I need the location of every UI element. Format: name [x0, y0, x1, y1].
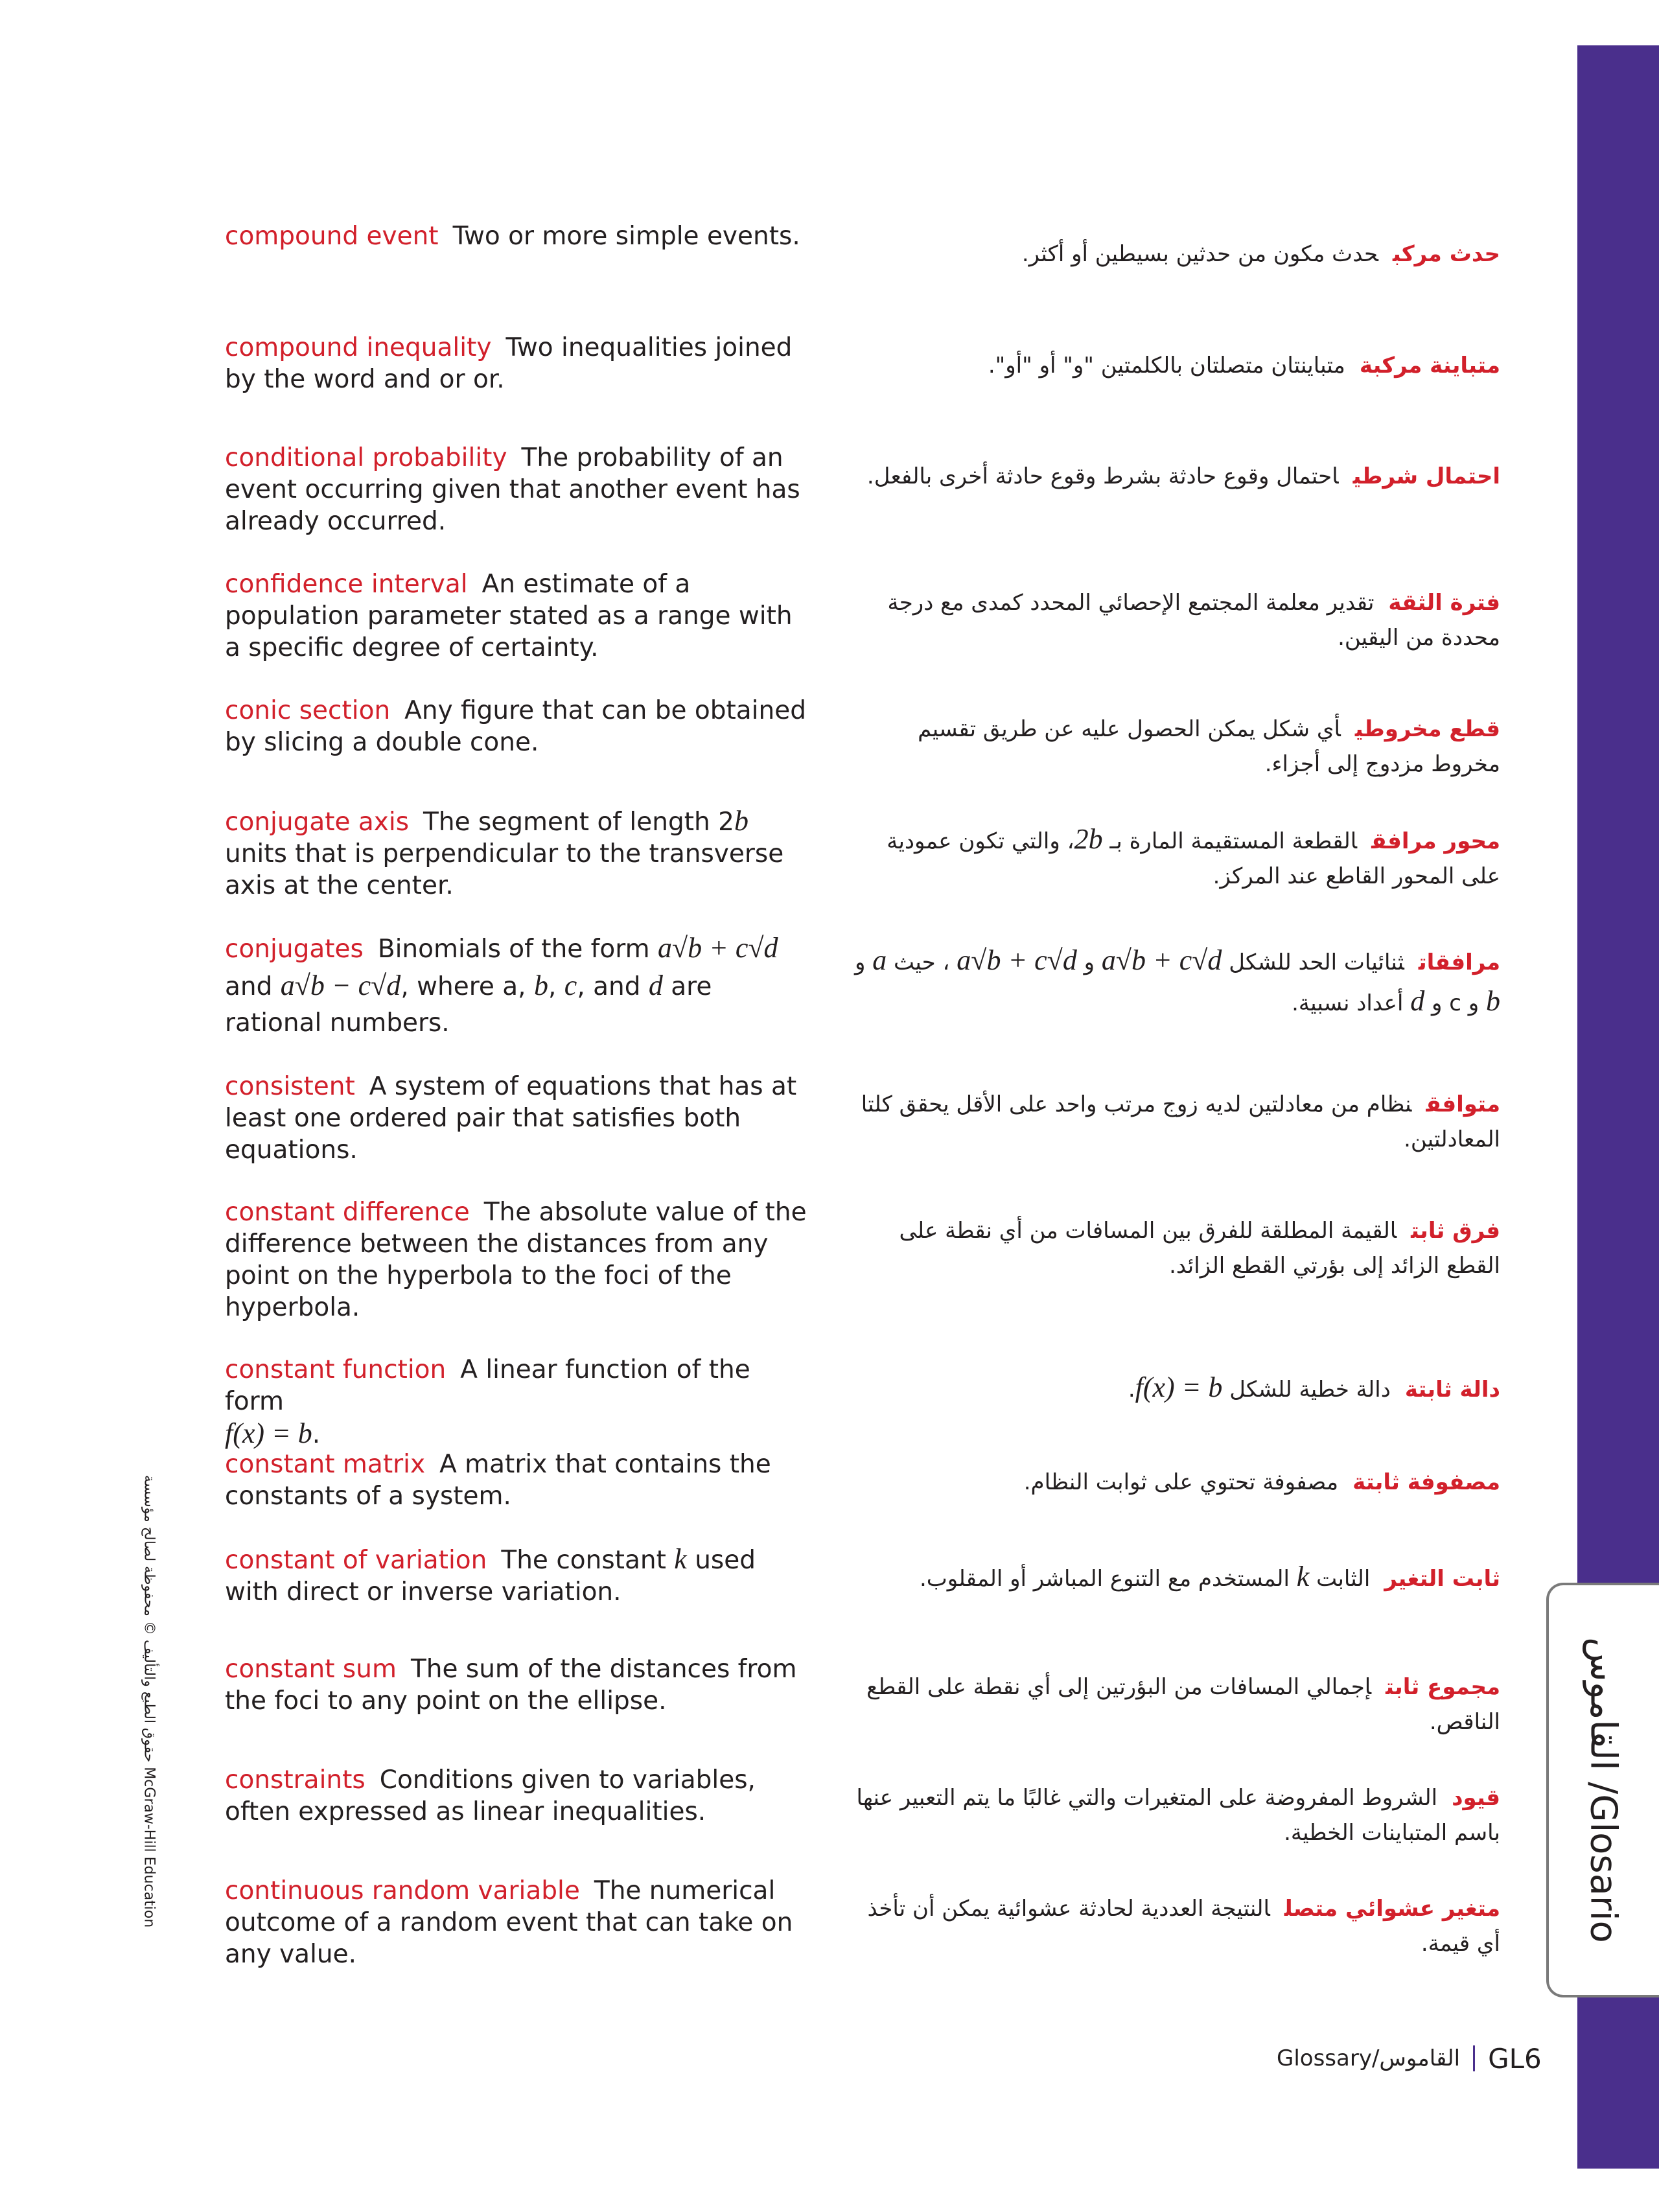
glossary-entry-en	[225, 930, 815, 1042]
glossary-entry-en	[225, 1543, 815, 1608]
definition-ar: الثابت	[1316, 1566, 1371, 1592]
math-variable: c	[564, 970, 577, 1001]
definition-en: Binomials of the form	[377, 935, 658, 964]
definition-ar: القيمة المطلقة للفرق بين المسافات من أي نقطة على القطع الزائد إلى بؤرتي القطع الزائد.	[899, 1218, 1500, 1279]
math-variable: d	[648, 970, 663, 1001]
definition-ar: .	[1128, 1377, 1135, 1403]
term-en: continuous random variable	[225, 1876, 580, 1905]
term-ar: دالة ثابتة	[1404, 1377, 1500, 1403]
term-en: constant matrix	[225, 1450, 426, 1479]
definition-en: Two or more simple events.	[452, 222, 800, 251]
definition-ar: الشروط المفروضة على المتغيرات والتي غالبًا ما يتم التعبير عنها باسم المتباينات الخطية.	[856, 1785, 1500, 1846]
glossary-entry-ar	[852, 941, 1500, 1023]
glossary-entry-en	[225, 220, 815, 252]
math-variable: a	[872, 944, 887, 976]
definition-ar: أعداد نسبية.	[1292, 990, 1404, 1016]
glossary-entry-en	[225, 1764, 815, 1828]
glossary-entry-ar	[852, 1465, 1500, 1500]
math-expression: a√b − c√d	[280, 970, 401, 1001]
definition-en: and	[225, 972, 281, 1001]
glossary-entry-en	[225, 568, 815, 664]
page-footer	[1277, 2040, 1542, 2077]
term-ar: فترة الثقة	[1388, 590, 1500, 616]
math-variable: b	[1486, 985, 1500, 1017]
math-expression: a√b + c√d	[1101, 944, 1222, 976]
term-ar: مجموع ثابت	[1386, 1674, 1500, 1700]
definition-ar: نظام من معادلتين لديه زوج مرتب واحد على الأقل يحقق كلتا المعادلتين.	[861, 1091, 1500, 1152]
definition-ar: أي شكل يمكن الحصول عليه عن طريق تقسيم مخروط مزدوج إلى أجزاء.	[918, 716, 1500, 777]
glossary-entry-ar	[852, 1891, 1500, 1961]
definition-en: units that is perpendicular to the transverse axis at the center.	[225, 839, 784, 900]
term-en: constraints	[225, 1765, 365, 1795]
term-en: consistent	[225, 1072, 355, 1101]
definition-en: Any figure that can be obtained by slicing a double cone.	[225, 696, 806, 757]
definition-en: A linear function of the form	[225, 1355, 750, 1416]
math-expression: f(x) = b	[1135, 1371, 1223, 1403]
glossary-entry-ar	[852, 822, 1500, 894]
glossary-entry-en	[225, 1875, 815, 1970]
math-variable: d	[1410, 985, 1425, 1017]
definition-ar: و	[854, 949, 866, 975]
definition-en: , and	[577, 972, 649, 1001]
term-en: confidence interval	[225, 570, 468, 599]
definition-en: An estimate of a population parameter stated as a range with a specific degree of certainty.	[225, 570, 793, 662]
term-ar: قطع مخروطي	[1354, 716, 1500, 742]
glossary-entry-ar	[852, 1780, 1500, 1850]
footer-label: Glossary/القاموس	[1277, 2045, 1461, 2071]
term-en: conjugate axis	[225, 808, 410, 837]
definition-en: A system of equations that has at least one ordered pair that satisfies both equations.	[225, 1072, 797, 1165]
glossary-entry-en	[225, 1071, 815, 1166]
glossary-entry-ar	[852, 1213, 1500, 1283]
definition-ar: النتيجة العددية لحادثة عشوائية يمكن أن تأخذ أي قيمة.	[867, 1896, 1500, 1957]
math-expression: f(x) = b	[225, 1417, 312, 1449]
glossary-side-tab-label: القاموس /Glosario	[1582, 1637, 1625, 1943]
definition-ar: احتمال وقوع حادثة بشرط وقوع حادثة أخرى بالفعل.	[866, 463, 1339, 489]
term-en: conditional probability	[225, 443, 507, 472]
term-ar: متوافق	[1426, 1091, 1500, 1117]
math-expression: a√b + c√d	[658, 932, 778, 964]
glossary-entry-en	[225, 442, 815, 537]
definition-ar: القطعة المستقيمة المارة بـ	[1109, 828, 1358, 854]
glossary-entry-en	[225, 1354, 815, 1450]
copyright-notice: حقوق الطبع والتأليف © محفوظة لصالح مؤسسة McGraw-Hill Education	[141, 1474, 157, 1928]
definition-ar: و	[1084, 949, 1095, 975]
glossary-entry-ar	[852, 1087, 1500, 1157]
definition-en: The numerical outcome of a random event that can take on any value.	[225, 1876, 793, 1969]
term-ar: ثابت التغير	[1384, 1566, 1500, 1592]
definition-ar: تقدير معلمة المجتمع الإحصائي المحدد كمدى مع درجة محددة من اليقين.	[887, 590, 1500, 651]
footer-divider	[1473, 2045, 1475, 2071]
definition-en: ,	[548, 972, 564, 1001]
glossary-entry-en	[225, 332, 815, 395]
term-ar: مصفوفة ثابتة	[1352, 1469, 1500, 1495]
definition-en: , where a,	[400, 972, 534, 1001]
definition-ar: متباينتان متصلتان بالكلمتين "و" أو "أو".	[988, 353, 1345, 378]
term-ar: محور مرافق	[1371, 828, 1500, 854]
definition-en: A matrix that contains the constants of a system.	[225, 1450, 771, 1511]
definition-en: The probability of an event occurring given that another event has already occurred.	[225, 443, 800, 536]
glossary-entry-ar	[852, 712, 1500, 782]
term-en: constant of variation	[225, 1546, 487, 1575]
definition-en: are rational numbers.	[225, 972, 712, 1038]
glossary-entry-en	[225, 805, 815, 902]
term-ar: فرق ثابت	[1411, 1218, 1500, 1244]
definition-en: The segment of length 2	[423, 808, 734, 837]
glossary-entry-en	[225, 1449, 815, 1512]
glossary-entry-ar	[852, 1670, 1500, 1740]
definition-en: Two inequalities joined by the word and or or.	[225, 333, 793, 394]
definition-ar: المستخدم مع التنوع المباشر أو المقلوب.	[919, 1566, 1290, 1592]
term-en: compound event	[225, 222, 439, 251]
term-en: compound inequality	[225, 333, 492, 362]
glossary-entry-en	[225, 1653, 815, 1717]
term-en: conic section	[225, 696, 391, 725]
definition-ar: حدث مكون من حدثين بسيطين أو أكثر.	[1021, 241, 1378, 267]
definition-ar: ، والتي تكون عمودية على المحور القاطع عند المركز.	[887, 828, 1500, 889]
definition-ar: و c و	[1432, 990, 1479, 1016]
term-ar: احتمال شرطي	[1352, 463, 1500, 489]
glossary-entry-ar	[852, 237, 1500, 272]
math-variable: k	[674, 1543, 687, 1575]
math-variable: k	[1296, 1561, 1310, 1592]
definition-ar: ، حيث	[894, 949, 950, 975]
math-variable: 2b	[1074, 823, 1103, 855]
definition-en: used with direct or inverse variation.	[225, 1546, 756, 1607]
math-variable: b	[533, 970, 548, 1001]
definition-ar: دالة خطية للشكل	[1229, 1377, 1391, 1403]
glossary-entry-ar	[852, 1559, 1500, 1596]
glossary-entry-en	[225, 1196, 815, 1323]
term-ar: حدث مركب	[1393, 241, 1500, 267]
glossary-entry-en	[225, 695, 815, 758]
glossary-entry-ar	[852, 1370, 1500, 1407]
term-ar: قيود	[1452, 1785, 1500, 1811]
definition-ar: مصفوفة تحتوي على ثوابت النظام.	[1023, 1469, 1339, 1495]
term-ar: متغير عشوائي متصل	[1284, 1896, 1500, 1922]
term-en: constant sum	[225, 1655, 397, 1684]
term-en: constant function	[225, 1355, 447, 1384]
glossary-entry-ar	[852, 348, 1500, 383]
definition-en: Conditions given to variables, often expressed as linear inequalities.	[225, 1765, 756, 1826]
math-expression: a√b + c√d	[957, 944, 1077, 976]
term-ar: متباينة مركبة	[1359, 353, 1500, 378]
glossary-entry-ar	[852, 459, 1500, 494]
glossary-entry-ar	[852, 585, 1500, 655]
definition-en: The absolute value of the difference between the distances from any point on the hyperbola to the foci of the hyperbola.	[225, 1198, 807, 1322]
definition-ar: ثنائيات الحد للشكل	[1229, 949, 1404, 975]
page-number: GL6	[1488, 2042, 1542, 2075]
definition-en: The sum of the distances from the foci to any point on the ellipse.	[225, 1655, 797, 1716]
definition-en: .	[312, 1420, 321, 1449]
math-variable: b	[734, 805, 748, 837]
term-en: constant difference	[225, 1198, 470, 1227]
term-en: conjugates	[225, 935, 364, 964]
term-ar: مرافقات	[1418, 949, 1500, 975]
definition-en: The constant	[501, 1546, 675, 1575]
definition-ar: إجمالي المسافات من البؤرتين إلى أي نقطة على القطع الناقص.	[866, 1674, 1500, 1735]
